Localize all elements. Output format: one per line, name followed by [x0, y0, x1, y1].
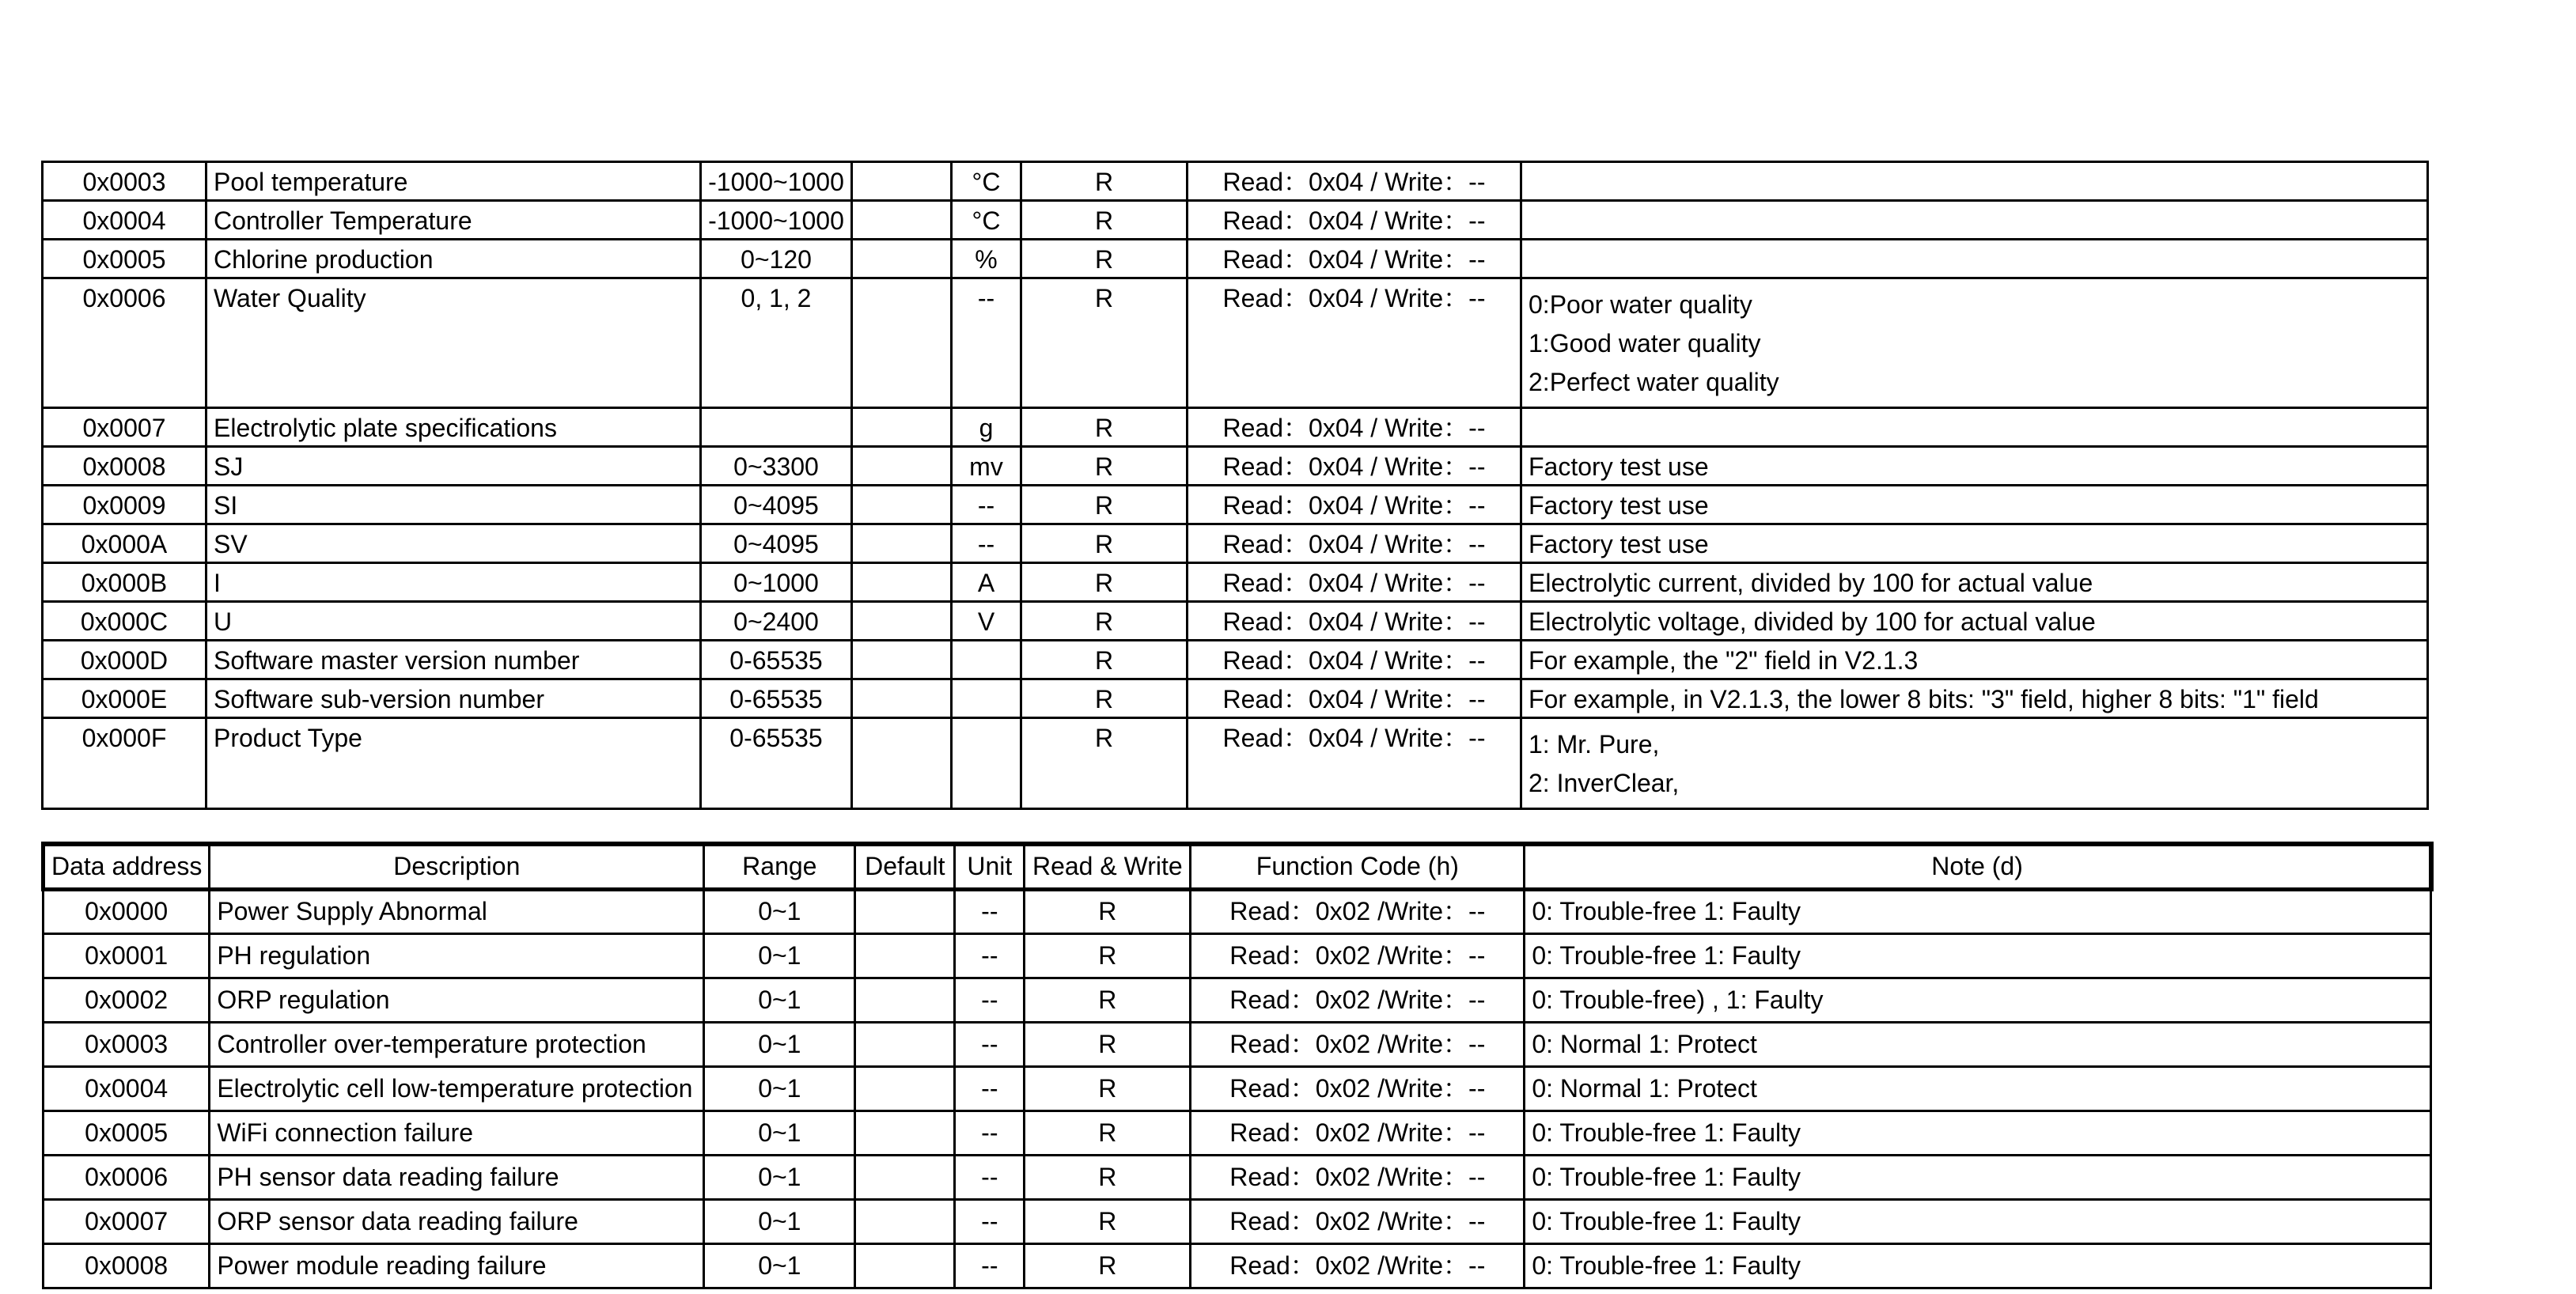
range-cell: 0~1: [704, 1066, 855, 1110]
input-register-rows: [43, 162, 2428, 809]
function-code-cell: Read：0x02 /Write：--: [1191, 1066, 1525, 1110]
read-write-cell: R: [1025, 1199, 1191, 1243]
default-cell: [852, 240, 952, 278]
description-cell: Chlorine production: [206, 240, 701, 278]
function-code-cell: Read：0x02 /Write：--: [1191, 1155, 1525, 1199]
table-row: [43, 278, 2428, 408]
function-code-cell: Read：0x04 / Write：--: [1188, 718, 1521, 809]
unit-cell: °C: [952, 162, 1021, 201]
function-code-cell: Read：0x04 / Write：--: [1188, 201, 1521, 240]
note-cell: [1521, 524, 2428, 563]
note-line: For example, the "2" field in V2.1.3: [1529, 646, 1919, 675]
unit-cell: %: [952, 240, 1021, 278]
unit-cell: mv: [952, 447, 1021, 486]
note-cell: [1521, 602, 2428, 641]
description-cell: ORP regulation: [210, 978, 704, 1022]
range-cell: 0~4095: [701, 524, 852, 563]
range-cell: 0-65535: [701, 679, 852, 718]
note-line: Factory test use: [1529, 452, 1709, 481]
address-cell: 0x0002: [44, 978, 210, 1022]
range-cell: 0~1: [704, 933, 855, 978]
default-cell: [852, 602, 952, 641]
table-row: [44, 889, 2431, 933]
read-write-cell: R: [1021, 240, 1188, 278]
note-line: 2: InverClear,: [1529, 769, 1680, 797]
status-register-rows: [44, 889, 2431, 1288]
column-header-note: Note (d): [1525, 844, 2431, 889]
range-cell: 0~1000: [701, 563, 852, 602]
read-write-cell: R: [1025, 1155, 1191, 1199]
default-cell: [852, 718, 952, 809]
note-cell: [1521, 486, 2428, 524]
table-row: [44, 1243, 2431, 1288]
description-cell: PH sensor data reading failure: [210, 1155, 704, 1199]
note-cell: 0: Trouble-free 1: Faulty: [1525, 1155, 2431, 1199]
range-cell: 0~1: [704, 1110, 855, 1155]
function-code-cell: Read：0x04 / Write：--: [1188, 447, 1521, 486]
unit-cell: --: [955, 1155, 1025, 1199]
unit-cell: --: [955, 1243, 1025, 1288]
address-cell: 0x0007: [43, 408, 206, 447]
read-write-cell: R: [1021, 278, 1188, 408]
note-line: Electrolytic current, divided by 100 for actual value: [1529, 569, 2093, 597]
note-cell: 0: Trouble-free 1: Faulty: [1525, 1199, 2431, 1243]
unit-cell: A: [952, 563, 1021, 602]
table-row: [43, 641, 2428, 679]
description-cell: Product Type: [206, 718, 701, 809]
note-line: 2:Perfect water quality: [1529, 368, 1779, 396]
description-cell: Electrolytic cell low-temperature protection: [210, 1066, 704, 1110]
read-write-cell: R: [1021, 486, 1188, 524]
function-code-cell: Read：0x04 / Write：--: [1188, 524, 1521, 563]
note-cell: 0: Normal 1: Protect: [1525, 1066, 2431, 1110]
range-cell: 0~1: [704, 978, 855, 1022]
note-line: Electrolytic voltage, divided by 100 for actual value: [1529, 607, 2096, 636]
read-write-cell: R: [1025, 933, 1191, 978]
default-cell: [852, 524, 952, 563]
note-cell: 0: Trouble-free 1: Faulty: [1525, 933, 2431, 978]
unit-cell: g: [952, 408, 1021, 447]
function-code-cell: Read：0x04 / Write：--: [1188, 278, 1521, 408]
table-row: [43, 240, 2428, 278]
description-cell: Power module reading failure: [210, 1243, 704, 1288]
note-cell: 0: Trouble-free 1: Faulty: [1525, 1243, 2431, 1288]
address-cell: 0x0009: [43, 486, 206, 524]
address-cell: 0x0005: [44, 1110, 210, 1155]
unit-cell: [952, 679, 1021, 718]
table-row: [43, 162, 2428, 201]
unit-cell: °C: [952, 201, 1021, 240]
function-code-cell: Read：0x02 /Write：--: [1191, 1243, 1525, 1288]
table-row: [43, 447, 2428, 486]
address-cell: 0x0001: [44, 933, 210, 978]
function-code-cell: Read：0x02 /Write：--: [1191, 889, 1525, 933]
unit-cell: --: [955, 933, 1025, 978]
range-cell: 0~1: [704, 1022, 855, 1066]
unit-cell: --: [952, 486, 1021, 524]
address-cell: 0x000A: [43, 524, 206, 563]
unit-cell: --: [952, 278, 1021, 408]
function-code-cell: Read：0x04 / Write：--: [1188, 162, 1521, 201]
read-write-cell: R: [1021, 447, 1188, 486]
range-cell: 0, 1, 2: [701, 278, 852, 408]
default-cell: [852, 641, 952, 679]
table-row: [44, 933, 2431, 978]
status-register-table: [41, 842, 2434, 1289]
read-write-cell: R: [1025, 1110, 1191, 1155]
default-cell: [855, 1022, 955, 1066]
unit-cell: --: [955, 1199, 1025, 1243]
unit-cell: --: [955, 1022, 1025, 1066]
read-write-cell: R: [1021, 201, 1188, 240]
description-cell: Pool temperature: [206, 162, 701, 201]
address-cell: 0x0004: [44, 1066, 210, 1110]
description-cell: Electrolytic plate specifications: [206, 408, 701, 447]
description-cell: PH regulation: [210, 933, 704, 978]
unit-cell: --: [955, 889, 1025, 933]
address-cell: 0x0006: [43, 278, 206, 408]
note-cell: [1521, 162, 2428, 201]
read-write-cell: R: [1021, 679, 1188, 718]
note-cell: [1521, 278, 2428, 408]
range-cell: 0~1: [704, 889, 855, 933]
note-cell: [1521, 408, 2428, 447]
note-line: 0:Poor water quality: [1529, 290, 1752, 319]
default-cell: [852, 201, 952, 240]
note-line: 1:Good water quality: [1529, 329, 1761, 358]
note-cell: 0: Trouble-free) , 1: Faulty: [1525, 978, 2431, 1022]
note-cell: [1521, 447, 2428, 486]
note-line: 1: Mr. Pure,: [1529, 730, 1660, 759]
note-line: Factory test use: [1529, 530, 1709, 558]
description-cell: Software master version number: [206, 641, 701, 679]
unit-cell: [952, 718, 1021, 809]
input-register-table: [41, 161, 2429, 810]
table-row: [43, 679, 2428, 718]
function-code-cell: Read：0x02 /Write：--: [1191, 978, 1525, 1022]
range-cell: 0~1: [704, 1243, 855, 1288]
default-cell: [852, 486, 952, 524]
note-cell: [1521, 679, 2428, 718]
address-cell: 0x0004: [43, 201, 206, 240]
default-cell: [855, 1066, 955, 1110]
function-code-cell: Read：0x04 / Write：--: [1188, 563, 1521, 602]
function-code-cell: Read：0x04 / Write：--: [1188, 240, 1521, 278]
unit-cell: [952, 641, 1021, 679]
function-code-cell: Read：0x04 / Write：--: [1188, 641, 1521, 679]
default-cell: [852, 563, 952, 602]
function-code-cell: Read：0x04 / Write：--: [1188, 408, 1521, 447]
function-code-cell: Read：0x04 / Write：--: [1188, 486, 1521, 524]
note-cell: 0: Trouble-free 1: Faulty: [1525, 1110, 2431, 1155]
default-cell: [855, 1110, 955, 1155]
description-cell: ORP sensor data reading failure: [210, 1199, 704, 1243]
default-cell: [855, 978, 955, 1022]
range-cell: 0~4095: [701, 486, 852, 524]
function-code-cell: Read：0x02 /Write：--: [1191, 1199, 1525, 1243]
default-cell: [852, 278, 952, 408]
table-row: [43, 201, 2428, 240]
range-cell: 0~1: [704, 1199, 855, 1243]
read-write-cell: R: [1021, 162, 1188, 201]
unit-cell: --: [952, 524, 1021, 563]
range-cell: -1000~1000: [701, 162, 852, 201]
function-code-cell: Read：0x02 /Write：--: [1191, 1110, 1525, 1155]
range-cell: 0-65535: [701, 641, 852, 679]
function-code-cell: Read：0x02 /Write：--: [1191, 933, 1525, 978]
note-line: For example, in V2.1.3, the lower 8 bits: "3" field, higher 8 bits: "1" field: [1529, 685, 2319, 713]
unit-cell: --: [955, 978, 1025, 1022]
description-cell: Controller Temperature: [206, 201, 701, 240]
read-write-cell: R: [1021, 602, 1188, 641]
default-cell: [855, 1199, 955, 1243]
address-cell: 0x000E: [43, 679, 206, 718]
default-cell: [852, 447, 952, 486]
default-cell: [855, 1155, 955, 1199]
read-write-cell: R: [1021, 408, 1188, 447]
note-cell: [1521, 201, 2428, 240]
read-write-cell: R: [1021, 524, 1188, 563]
read-write-cell: R: [1025, 889, 1191, 933]
description-cell: SJ: [206, 447, 701, 486]
address-cell: 0x0005: [43, 240, 206, 278]
range-cell: 0-65535: [701, 718, 852, 809]
column-header-default: Default: [855, 844, 955, 889]
default-cell: [855, 1243, 955, 1288]
function-code-cell: Read：0x04 / Write：--: [1188, 679, 1521, 718]
read-write-cell: R: [1021, 641, 1188, 679]
column-header-unit: Unit: [955, 844, 1025, 889]
read-write-cell: R: [1025, 1243, 1191, 1288]
unit-cell: V: [952, 602, 1021, 641]
read-write-cell: R: [1025, 978, 1191, 1022]
default-cell: [852, 679, 952, 718]
note-cell: 0: Normal 1: Protect: [1525, 1022, 2431, 1066]
note-cell: [1521, 240, 2428, 278]
address-cell: 0x0003: [43, 162, 206, 201]
range-cell: [701, 408, 852, 447]
column-header-address: Data address: [44, 844, 210, 889]
default-cell: [852, 408, 952, 447]
unit-cell: --: [955, 1110, 1025, 1155]
address-cell: 0x0003: [44, 1022, 210, 1066]
address-cell: 0x0008: [43, 447, 206, 486]
table-row: [43, 563, 2428, 602]
range-cell: 0~1: [704, 1155, 855, 1199]
address-cell: 0x0008: [44, 1243, 210, 1288]
column-header-function-code: Function Code (h): [1191, 844, 1525, 889]
description-cell: SV: [206, 524, 701, 563]
header-row: [44, 844, 2431, 889]
table-row: [44, 1110, 2431, 1155]
note-cell: [1521, 718, 2428, 809]
table-row: [43, 524, 2428, 563]
note-line: Factory test use: [1529, 491, 1709, 520]
address-cell: 0x0007: [44, 1199, 210, 1243]
description-cell: U: [206, 602, 701, 641]
range-cell: -1000~1000: [701, 201, 852, 240]
column-header-read-write: Read & Write: [1025, 844, 1191, 889]
description-cell: Controller over-temperature protection: [210, 1022, 704, 1066]
note-cell: 0: Trouble-free 1: Faulty: [1525, 889, 2431, 933]
default-cell: [855, 933, 955, 978]
description-cell: Power Supply Abnormal: [210, 889, 704, 933]
unit-cell: --: [955, 1066, 1025, 1110]
read-write-cell: R: [1025, 1022, 1191, 1066]
default-cell: [852, 162, 952, 201]
table-row: [44, 1022, 2431, 1066]
description-cell: Water Quality: [206, 278, 701, 408]
table-row: [44, 1199, 2431, 1243]
description-cell: I: [206, 563, 701, 602]
function-code-cell: Read：0x02 /Write：--: [1191, 1022, 1525, 1066]
description-cell: Software sub-version number: [206, 679, 701, 718]
range-cell: 0~3300: [701, 447, 852, 486]
column-header-range: Range: [704, 844, 855, 889]
address-cell: 0x0000: [44, 889, 210, 933]
description-cell: WiFi connection failure: [210, 1110, 704, 1155]
table-row: [44, 1066, 2431, 1110]
note-cell: [1521, 641, 2428, 679]
address-cell: 0x000D: [43, 641, 206, 679]
address-cell: 0x000B: [43, 563, 206, 602]
table-row: [44, 1155, 2431, 1199]
default-cell: [855, 889, 955, 933]
read-write-cell: R: [1025, 1066, 1191, 1110]
address-cell: 0x000C: [43, 602, 206, 641]
range-cell: 0~120: [701, 240, 852, 278]
column-header-description: Description: [210, 844, 704, 889]
table-row: [44, 978, 2431, 1022]
read-write-cell: R: [1021, 563, 1188, 602]
table-row: [43, 602, 2428, 641]
address-cell: 0x000F: [43, 718, 206, 809]
table-row: [43, 408, 2428, 447]
range-cell: 0~2400: [701, 602, 852, 641]
read-write-cell: R: [1021, 718, 1188, 809]
table-row: [43, 486, 2428, 524]
table-row: [43, 718, 2428, 809]
note-cell: [1521, 563, 2428, 602]
address-cell: 0x0006: [44, 1155, 210, 1199]
description-cell: SI: [206, 486, 701, 524]
function-code-cell: Read：0x04 / Write：--: [1188, 602, 1521, 641]
